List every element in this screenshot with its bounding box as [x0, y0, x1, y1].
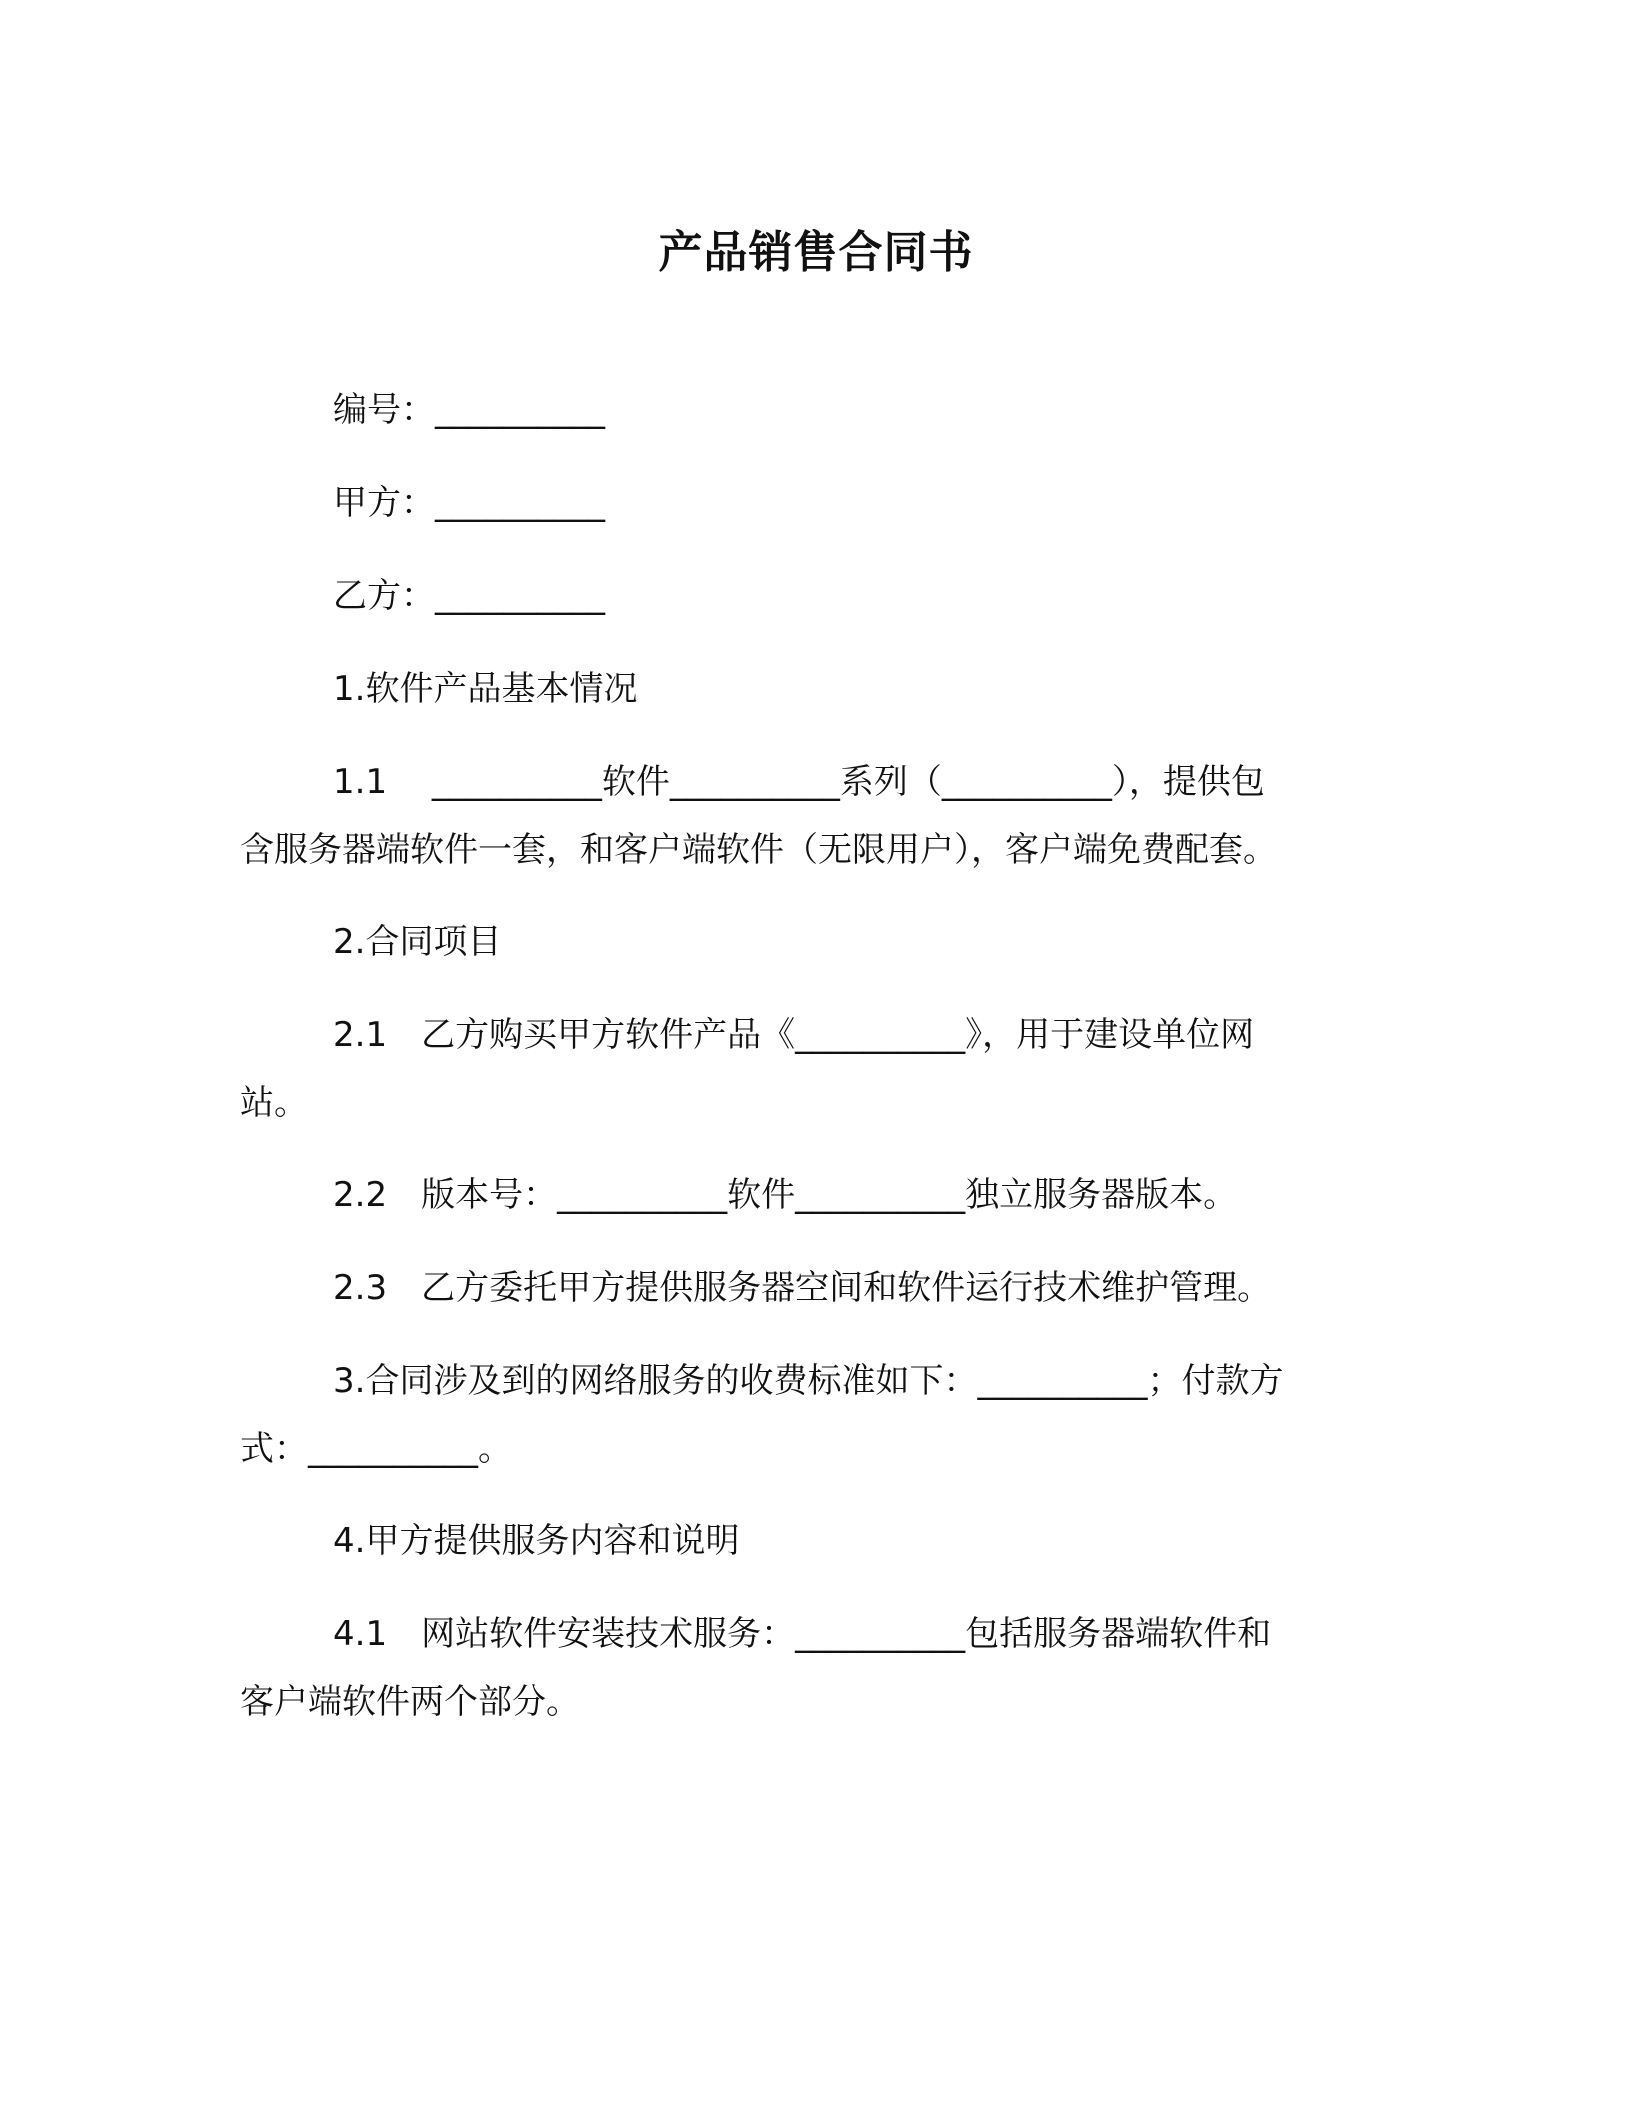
party-a-line: 甲方：__________ [333, 483, 605, 523]
clause-1-1-line-1: 1.1 __________软件__________系列（__________），提供包 [333, 762, 1265, 802]
section-3-line-1: 3.合同涉及到的网络服务的收费标准如下：__________；付款方 [333, 1361, 1284, 1401]
clause-2-1-line-2: 站。 [240, 1083, 308, 1123]
document-title: 产品销售合同书 [658, 227, 974, 278]
section-1-heading: 1.软件产品基本情况 [333, 669, 638, 709]
party-b-line: 乙方：__________ [333, 576, 605, 616]
section-2-heading: 2.合同项目 [333, 922, 502, 962]
clause-2-1-line-1: 2.1 乙方购买甲方软件产品《__________》，用于建设单位网 [333, 1015, 1255, 1055]
serial-number-line: 编号：__________ [333, 390, 605, 430]
clause-4-1-line-1: 4.1 网站软件安装技术服务：__________包括服务器端软件和 [333, 1614, 1272, 1654]
section-4-heading: 4.甲方提供服务内容和说明 [333, 1521, 740, 1561]
clause-2-2-line: 2.2 版本号：__________软件__________独立服务器版本。 [333, 1175, 1238, 1215]
section-3-line-2: 式：__________。 [240, 1429, 512, 1469]
clause-4-1-line-2: 客户端软件两个部分。 [240, 1682, 580, 1722]
clause-2-3-line: 2.3 乙方委托甲方提供服务器空间和软件运行技术维护管理。 [333, 1268, 1272, 1308]
clause-1-1-line-2: 含服务器端软件一套，和客户端软件（无限用户），客户端免费配套。 [240, 830, 1277, 870]
